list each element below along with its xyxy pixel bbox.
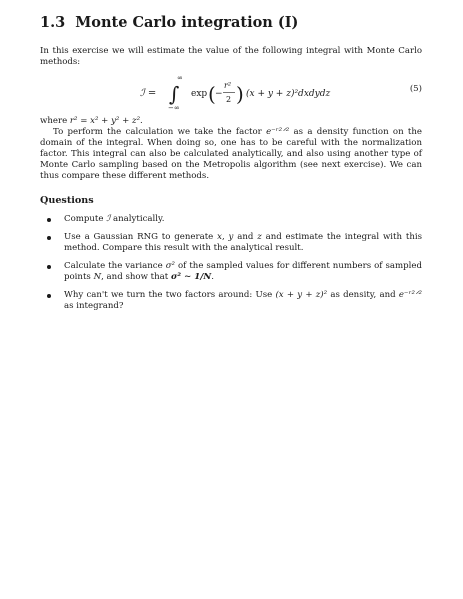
- integrand-tail: (x + y + z)²dxdydz: [246, 89, 331, 99]
- question-text: Calculate the variance: [64, 261, 166, 271]
- integral-lower-limit: −∞: [168, 104, 180, 112]
- intro-paragraph: In this exercise we will estimate the value of the following integral with Monte Carlo methods:: [40, 46, 422, 67]
- fraction-numerator: r²: [224, 81, 232, 90]
- bullet-icon: [47, 218, 51, 222]
- question-text: as density, and: [327, 290, 399, 300]
- question-text: as integrand?: [64, 301, 124, 311]
- question-text: Compute: [64, 214, 107, 224]
- where-line: [40, 116, 422, 127]
- question-math: e⁻ʳ²ᐟ²: [398, 290, 422, 300]
- question-text: Why can't we turn the two factors around: Use: [64, 290, 276, 300]
- section-title: Monte Carlo integration (I): [75, 14, 299, 31]
- right-paren: ): [236, 82, 244, 106]
- question-math: x: [217, 232, 222, 242]
- left-paren: (: [208, 82, 216, 106]
- minus-sign: −: [215, 89, 223, 99]
- questions-list: [40, 214, 422, 312]
- question-math: N: [93, 272, 102, 282]
- integral-upper-limit: ∞: [177, 74, 183, 82]
- fraction-denominator: 2: [226, 95, 232, 104]
- section-heading: [40, 14, 422, 32]
- question-math: σ² ∼ 1/N: [170, 272, 212, 282]
- density-factor: e⁻ʳ²ᐟ²: [266, 127, 290, 137]
- bullet-icon: [47, 265, 51, 269]
- question-item: [40, 290, 422, 312]
- integral-sign: ∫: [169, 82, 180, 106]
- bullet-icon: [47, 236, 51, 240]
- section-number: 1.3: [40, 14, 66, 31]
- question-item: [40, 214, 422, 225]
- where-prefix: where: [40, 116, 70, 126]
- question-text: and: [233, 232, 258, 242]
- document-body: [40, 14, 422, 319]
- equation-graphic: [40, 72, 380, 112]
- question-math: y: [228, 232, 234, 242]
- questions-heading: Questions: [40, 195, 94, 206]
- question-text: and estimate the integral with this method. Compare this result with the analytical result.: [64, 232, 423, 253]
- bullet-icon: [47, 294, 51, 298]
- question-math: z: [257, 232, 262, 242]
- question-text: , and show that: [101, 272, 171, 282]
- method-text-2: as a density function on the domain of the integral. When doing so, one has to be careful with the normalization factor. This integral can also be calculated analytically, and also using another type of Monte Carlo sampling based on the Metropolis algorithm (see next exercise). We can thus compare these different methods.: [40, 127, 422, 181]
- question-math: (x + y + z)²: [275, 290, 328, 300]
- method-text-1: To perform the calculation we take the factor: [53, 127, 267, 137]
- question-item: [40, 261, 422, 283]
- question-item: [40, 232, 422, 254]
- question-text: ,: [221, 232, 229, 242]
- question-text: Use a Gaussian RNG to generate: [64, 232, 218, 242]
- display-equation: [40, 72, 422, 112]
- where-expression: r² = x² + y² + z².: [69, 116, 143, 126]
- equation-number: (5): [409, 84, 422, 94]
- question-math: ℐ: [106, 214, 111, 224]
- question-text: of the sampled values for different numbers of sampled points: [64, 261, 422, 282]
- equation-lhs: ℐ =: [140, 88, 157, 99]
- question-math: σ²: [165, 261, 175, 271]
- question-text: .: [211, 272, 214, 282]
- method-paragraph: [40, 127, 422, 182]
- exp-function: exp: [191, 89, 208, 99]
- question-text: analytically.: [110, 214, 165, 224]
